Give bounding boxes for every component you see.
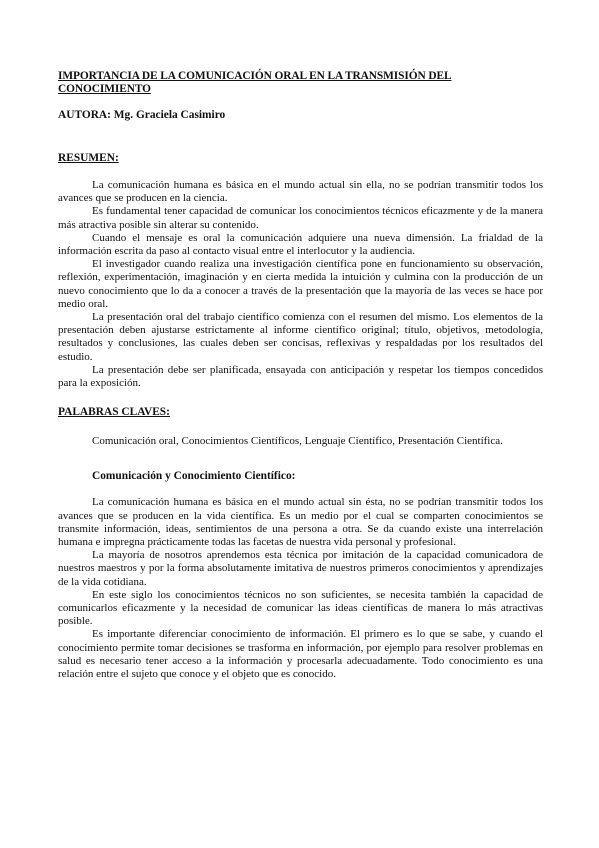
body-paragraph: La mayoría de nosotros aprendemos esta técnica por imitación de la capacidad comunicadora de nuestros maestros y por la forma absolutamente imitativa de nuestros primeros conocimientos y aprendizajes de la vida cotidiana. [58, 549, 543, 588]
palabras-claves-body [58, 435, 543, 448]
document-title: IMPORTANCIA DE LA COMUNICACIÓN ORAL EN LA TRANSMISIÓN DEL CONOCIMIENTO [58, 70, 452, 95]
body-paragraph: En este siglo los conocimientos técnicos no son suficientes, se necesita también la capacidad de comunicarlos eficazmente y la necesidad de comunicar las ideas científicas de manera lo más atractivas posible. [58, 588, 543, 628]
section-heading: Comunicación y Conocimiento Científico: [92, 470, 296, 483]
palabras-claves-text: Comunicación oral, Conocimientos Científicos, Lenguaje Científico, Presentación Científica. [92, 435, 503, 448]
resumen-heading: RESUMEN: [58, 152, 119, 164]
resumen-paragraph: Cuando el mensaje es oral la comunicación adquiere una nueva dimensión. La frialdad de la información escrita da paso al contacto visual entre el interlocutor y la audiencia. [58, 231, 543, 258]
body-paragraph: Es importante diferenciar conocimiento de información. El primero es lo que se sabe, y cuando el conocimiento permite tomar decisiones se trasforma en información, por ejemplo para resolver problemas en salud es necesario tener acceso a la información y procesarla adecuadamente. Todo conocimiento es una relación entre el sujeto que conoce y el objeto que es conocido. [58, 628, 543, 681]
resumen-paragraph: El investigador cuando realiza una investigación científica pone en funcionamiento su observación, reflexión, experimentación, imaginación y en cierta medida la intuición y culmina con la producción de un nuevo conocimiento que lo da a conocer a través de la presentación que la mayoría de las veces se hace por medio oral. [58, 258, 543, 310]
palabras-claves-heading: PALABRAS CLAVES: [58, 406, 170, 419]
resumen-paragraph: Es fundamental tener capacidad de comunicar los conocimientos técnicos eficazmente y de la manera más atractiva posible sin alterar su contenido. [58, 205, 543, 231]
section-body [58, 496, 543, 681]
resumen-paragraph: La comunicación humana es básica en el mundo actual sin ella, no se podrían transmitir todos los avances que se producen en la ciencia. [58, 179, 543, 205]
resumen-paragraph: La presentación debe ser planificada, ensayada con anticipación y respetar los tiempos concedidos para la exposición. [58, 363, 543, 390]
document-author: AUTORA: Mg. Graciela Casimiro [58, 109, 226, 121]
resumen-paragraph: La presentación oral del trabajo científico comienza con el resumen del mismo. Los elementos de la presentación deben ajustarse estrictamente al informe científico original; título, objetivos, metodología, resultados y conclusiones, las cuales deben ser concisas, reflexivas y respaldadas por los resultados del estudio. [58, 311, 543, 363]
body-paragraph: La comunicación humana es básica en el mundo actual sin ésta, no se podrían transmitir todos los avances que se producen en la vida científica. Es un medio por el cual se comparten conocimientos se transmite información, ideas, sentimientos de una persona a otra. Se da cuando existe una interrelación humana e impregna prácticamente todas las facetas de nuestra vida personal y profesional. [58, 496, 543, 549]
resumen-body [58, 179, 543, 390]
